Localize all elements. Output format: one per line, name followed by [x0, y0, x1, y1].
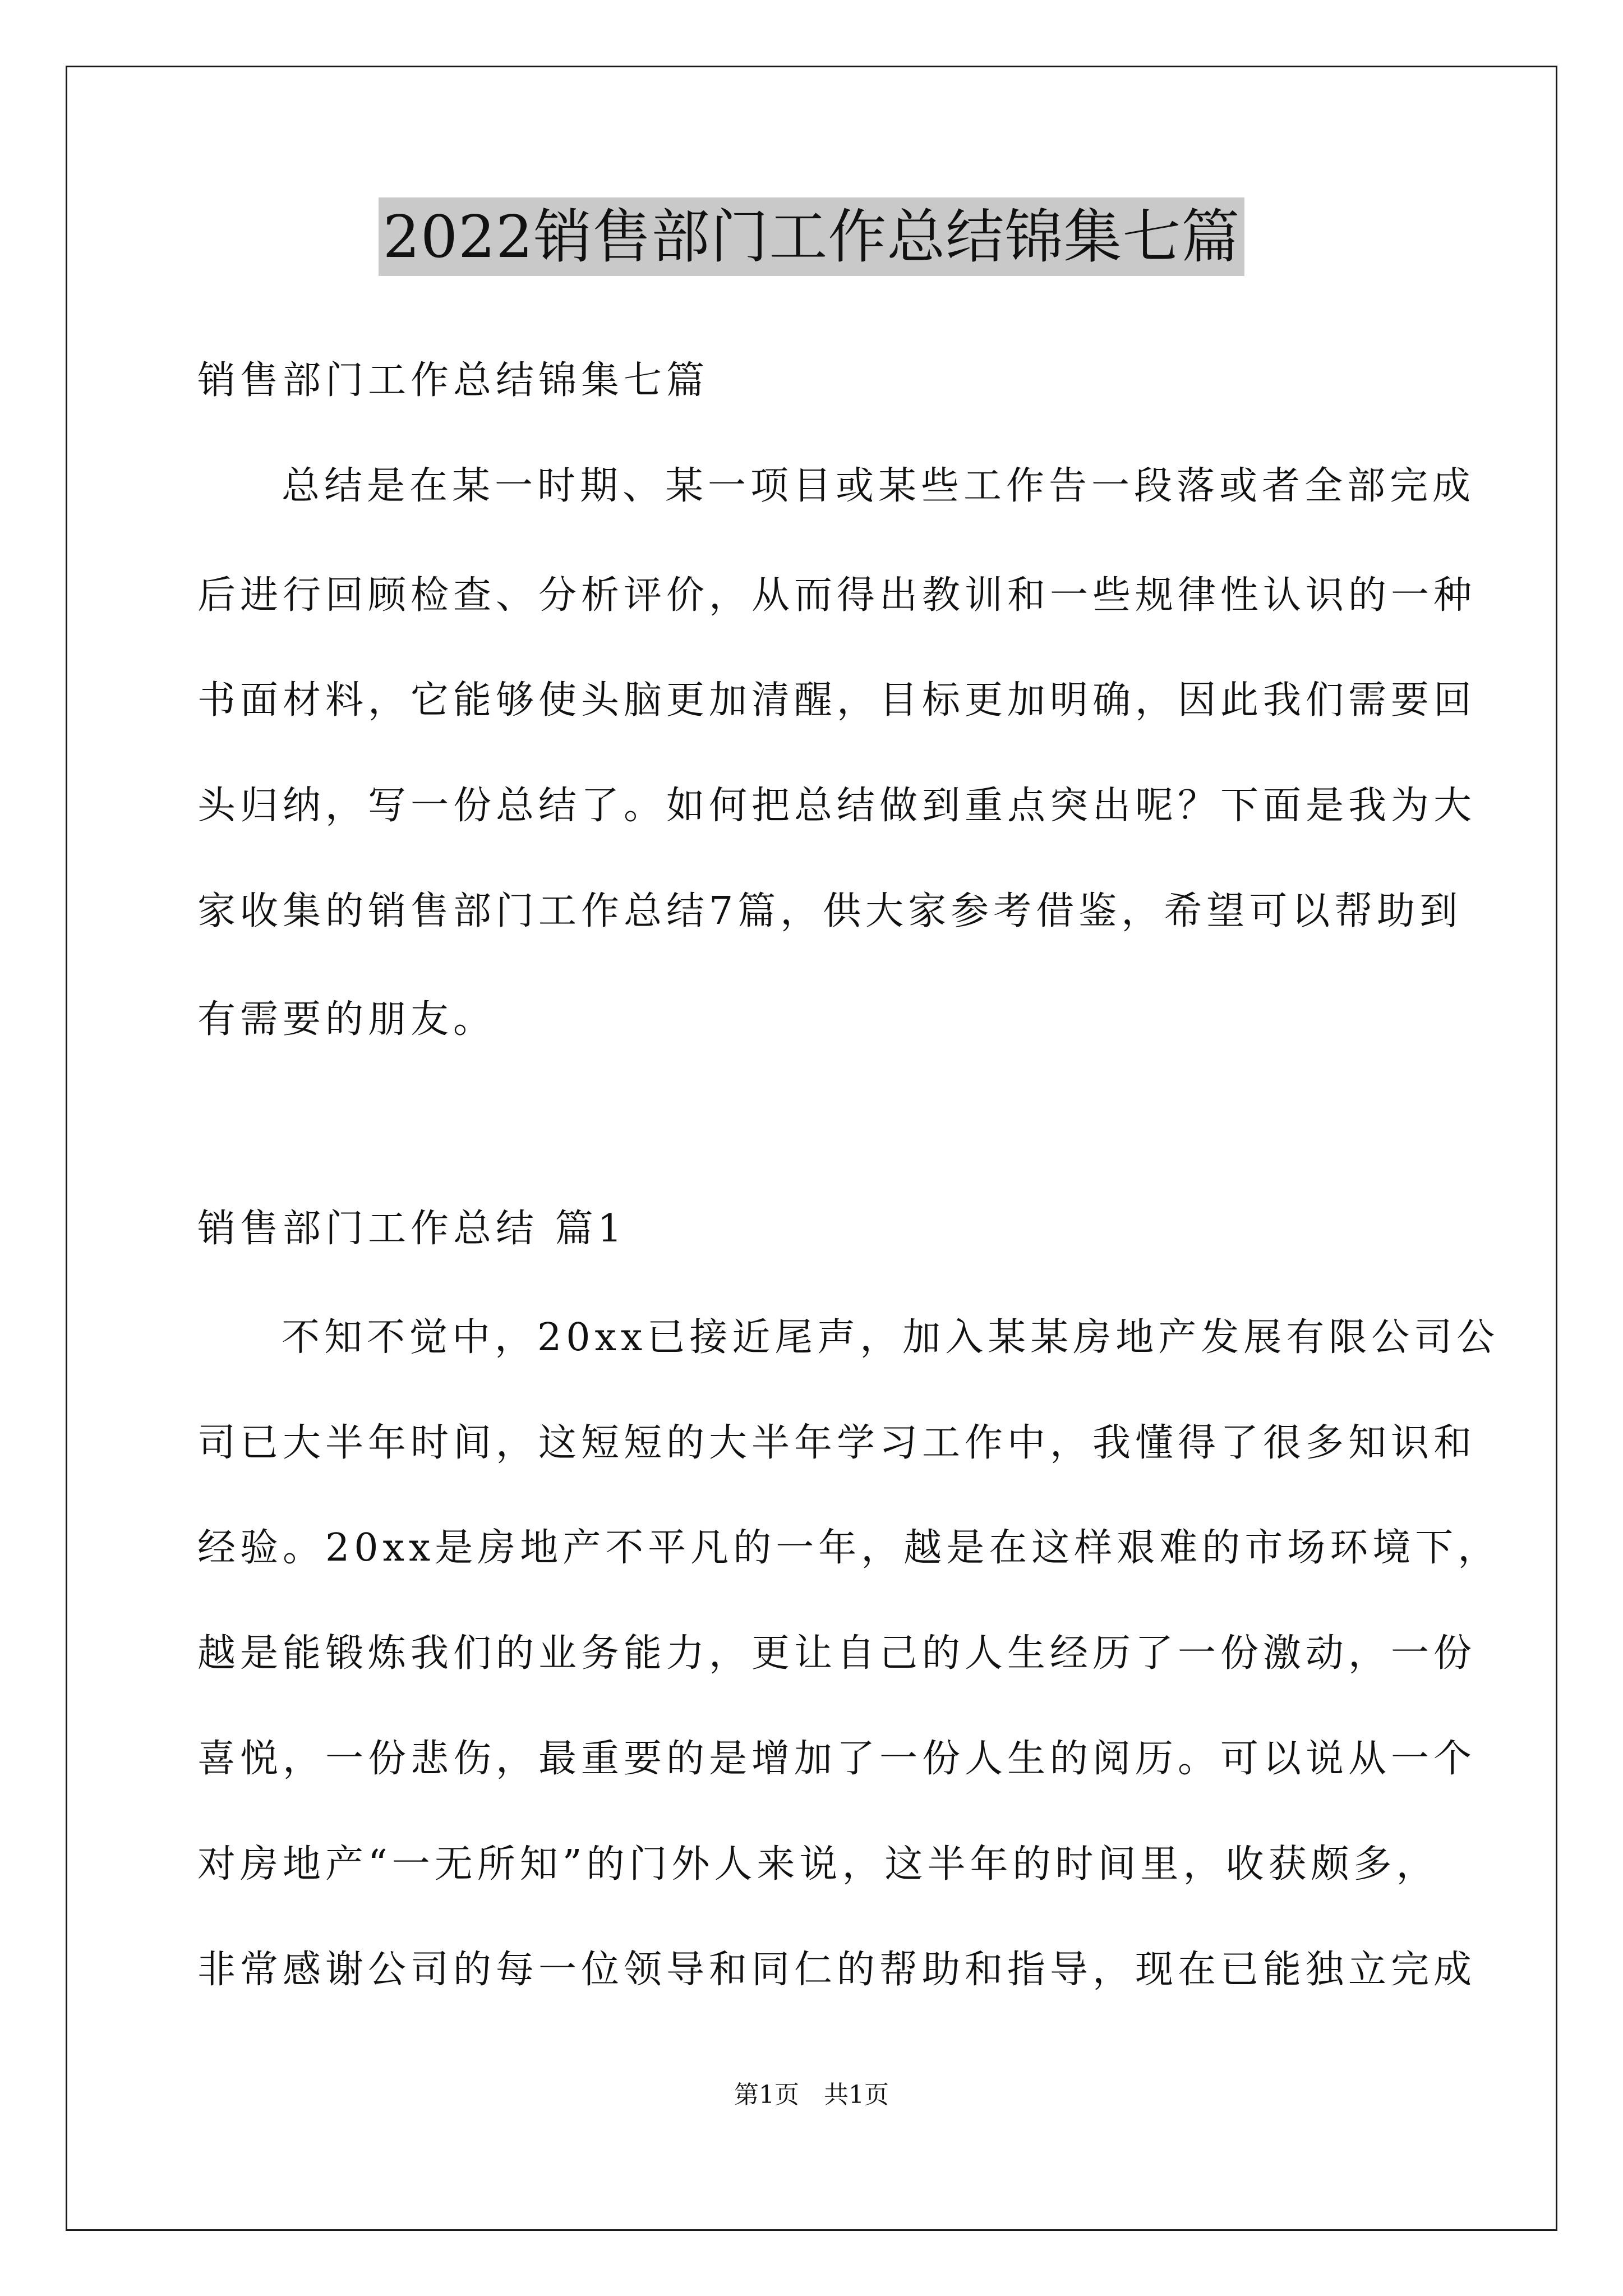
section-heading: 销售部门工作总结 篇1 — [197, 1207, 626, 1251]
section-line-1: 不知不觉中，20xx已接近尾声，加入某某房地产发展有限公司公 — [282, 1315, 1500, 1360]
section-line-2: 司已大半年时间，这短短的大半年学习工作中，我懂得了很多知识和 — [197, 1421, 1477, 1465]
section-line-6: 对房地产“一无所知”的门外人来说，这半年的时间里，收获颇多， — [197, 1842, 1439, 1887]
intro-line-4: 头归纳，写一份总结了。如何把总结做到重点突出呢？下面是我为大 — [197, 784, 1477, 828]
section-line-4: 越是能锻炼我们的业务能力，更让自己的人生经历了一份激动，一份 — [197, 1631, 1477, 1676]
section-line-7: 非常感谢公司的每一位领导和同仁的帮助和指导，现在已能独立完成 — [197, 1948, 1477, 1992]
intro-line-5: 家收集的销售部门工作总结7篇，供大家参考借鉴，希望可以帮助到 — [197, 889, 1463, 933]
section-line-3: 经验。20xx是房地产不平凡的一年，越是在这样艰难的市场环境下， — [197, 1526, 1501, 1570]
intro-line-2: 后进行回顾检查、分析评价，从而得出教训和一些规律性认识的一种 — [197, 573, 1477, 618]
intro-line-1: 总结是在某一时期、某一项目或某些工作告一段落或者全部完成 — [282, 464, 1476, 508]
intro-line-6: 有需要的朋友。 — [197, 997, 496, 1042]
document-title: 2022销售部门工作总结锦集七篇 — [379, 197, 1245, 276]
document-subtitle: 销售部门工作总结锦集七篇 — [197, 358, 709, 403]
page-footer: 第1页 共1页 — [734, 2081, 889, 2109]
title-container — [0, 197, 1623, 276]
section-line-5: 喜悦，一份悲伤，最重要的是增加了一份人生的阅历。可以说从一个 — [197, 1737, 1477, 1781]
intro-line-3: 书面材料，它能够使头脑更加清醒，目标更加明确，因此我们需要回 — [197, 678, 1477, 723]
